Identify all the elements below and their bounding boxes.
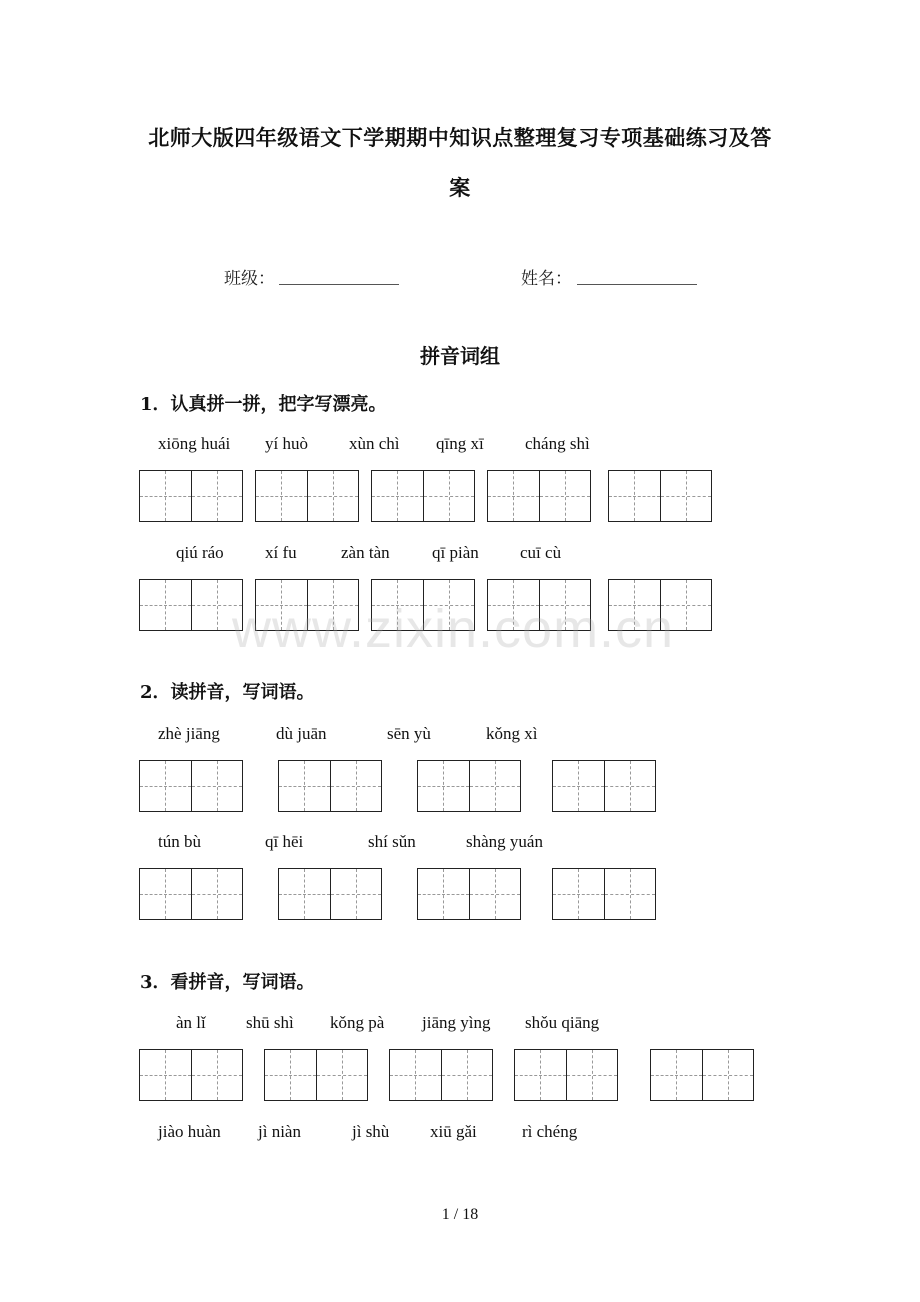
writing-grid[interactable]	[139, 760, 243, 812]
pinyin-label: shí sǔn	[368, 832, 416, 851]
writing-grid[interactable]	[139, 470, 243, 522]
pinyin-label: cháng shì	[525, 434, 590, 453]
pinyin-label: jì niàn	[258, 1122, 301, 1141]
pinyin-label: zàn tàn	[341, 543, 390, 562]
pinyin-label: shǒu qiāng	[525, 1013, 600, 1032]
writing-grid[interactable]	[552, 760, 656, 812]
question-1-title: 1．认真拼一拼，把字写漂亮。	[140, 394, 387, 415]
pinyin-label: xí fu	[265, 543, 297, 562]
writing-grid[interactable]	[514, 1049, 618, 1101]
name-label: 姓名：	[521, 269, 572, 289]
pinyin-label: jiāng yìng	[422, 1013, 491, 1032]
writing-grid[interactable]	[552, 868, 656, 920]
pinyin-label: dù juān	[276, 724, 327, 743]
pinyin-label: sēn yù	[387, 724, 431, 743]
writing-grid[interactable]	[255, 470, 359, 522]
pinyin-label: yí huò	[265, 434, 308, 453]
writing-grid[interactable]	[278, 760, 382, 812]
pinyin-label: kǒng pà	[330, 1013, 385, 1032]
pinyin-label: tún bù	[158, 832, 201, 851]
writing-grid[interactable]	[389, 1049, 493, 1101]
pinyin-label: jì shù	[352, 1122, 390, 1141]
writing-grid[interactable]	[139, 579, 243, 631]
pinyin-label: qī hēi	[265, 832, 304, 851]
writing-grid[interactable]	[278, 868, 382, 920]
writing-grid[interactable]	[139, 868, 243, 920]
pinyin-label: kǒng xì	[486, 724, 538, 743]
page-number: 1 / 18	[441, 1206, 479, 1223]
pinyin-label: qīng xī	[436, 434, 484, 453]
writing-grid[interactable]	[487, 470, 591, 522]
section-title: 拼音词组	[420, 344, 500, 368]
pinyin-label: xùn chì	[349, 434, 400, 453]
document-title-line-2: 案	[449, 175, 471, 200]
writing-grid[interactable]	[264, 1049, 368, 1101]
name-input-line[interactable]	[577, 284, 697, 285]
pinyin-label: shàng yuán	[466, 832, 543, 851]
writing-grid[interactable]	[417, 868, 521, 920]
pinyin-label: jiào huàn	[158, 1122, 221, 1141]
pinyin-label: shū shì	[246, 1013, 294, 1032]
pinyin-label: qiú ráo	[176, 543, 224, 562]
class-input-line[interactable]	[279, 284, 399, 285]
writing-grid[interactable]	[417, 760, 521, 812]
document-title-line-1: 北师大版四年级语文下学期期中知识点整理复习专项基础练习及答	[148, 125, 772, 150]
pinyin-label: zhè jiāng	[158, 724, 220, 743]
pinyin-label: xiū gǎi	[430, 1122, 477, 1141]
writing-grid[interactable]	[139, 1049, 243, 1101]
writing-grid[interactable]	[650, 1049, 754, 1101]
watermark: www.zixin.com.cn	[232, 599, 675, 659]
question-2-title: 2．读拼音，写词语。	[140, 682, 315, 703]
writing-grid[interactable]	[371, 470, 475, 522]
pinyin-label: xiōng huái	[158, 434, 231, 453]
pinyin-label: cuī cù	[520, 543, 562, 562]
question-3-title: 3．看拼音，写词语。	[140, 972, 315, 993]
writing-grid[interactable]	[608, 470, 712, 522]
pinyin-label: qī piàn	[432, 543, 479, 562]
pinyin-label: rì chéng	[522, 1122, 578, 1141]
class-label: 班级：	[224, 269, 275, 289]
pinyin-label: àn lǐ	[176, 1013, 206, 1032]
